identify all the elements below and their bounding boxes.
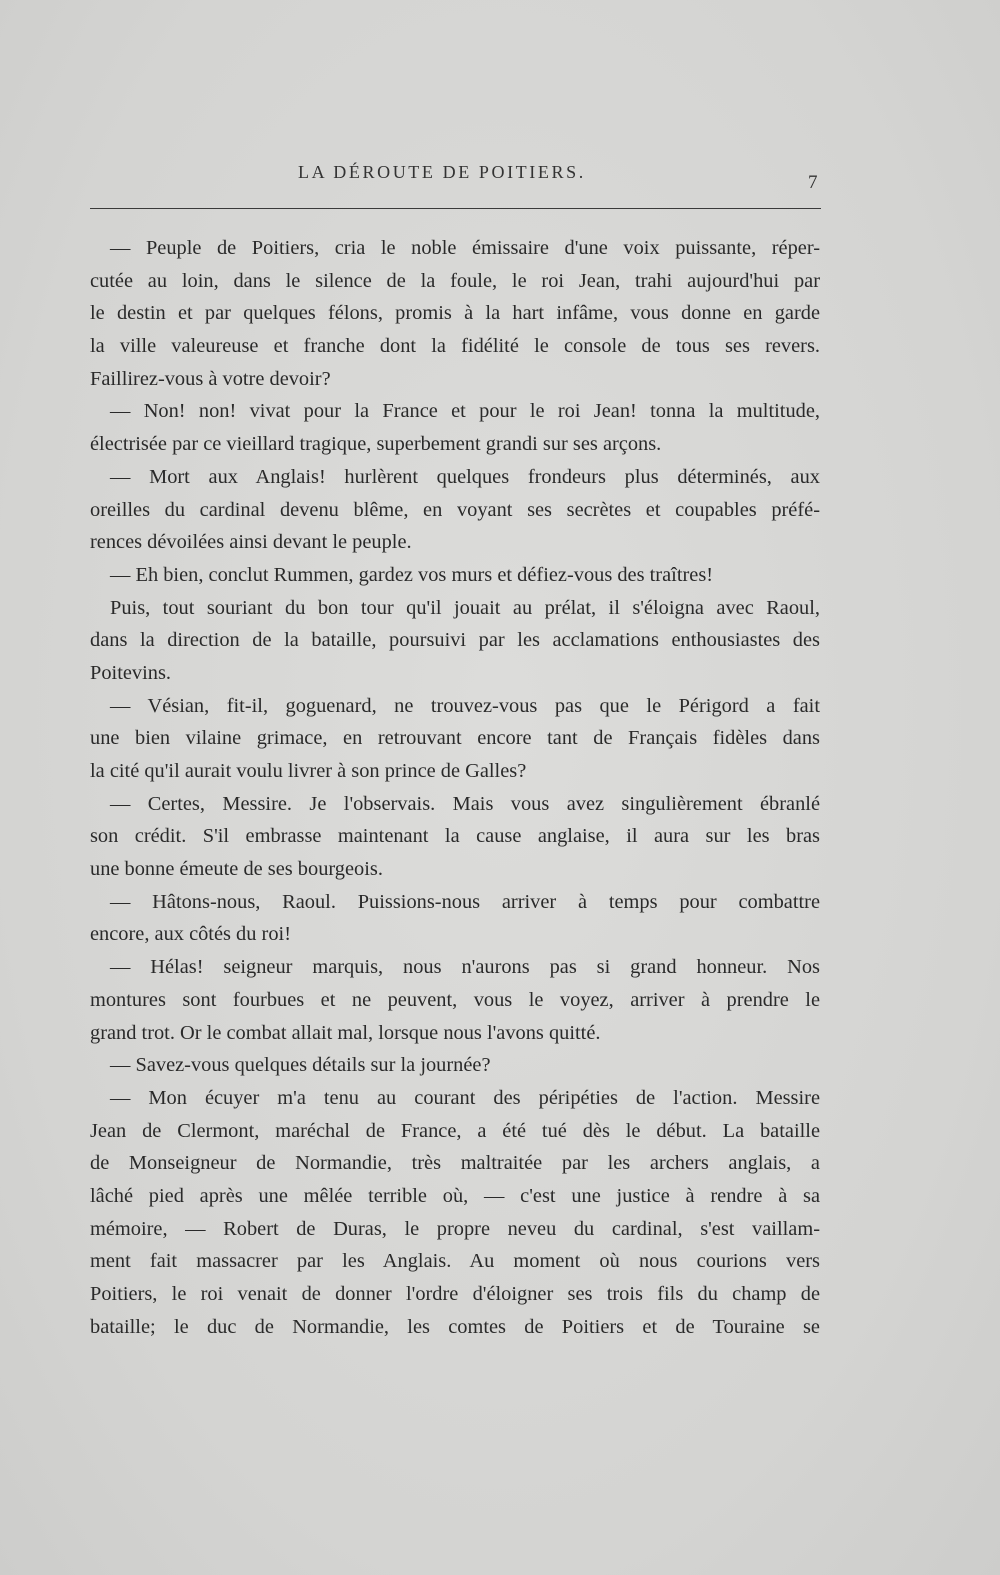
running-title: LA DÉROUTE DE POITIERS. (298, 162, 586, 182)
page-header (90, 160, 820, 193)
text-line: bataille; le duc de Normandie, les comtes de Poitiers et de Touraine se (90, 1315, 820, 1338)
text-line: — Mort aux Anglais! hurlèrent quelques frondeurs plus déterminés, aux (110, 465, 820, 488)
body-text (90, 232, 820, 1343)
page-number: 7 (808, 172, 818, 193)
text-line: — Mon écuyer m'a tenu au courant des péripéties de l'action. Messire (110, 1086, 820, 1109)
text-line: une bien vilaine grimace, en retrouvant encore tant de Français fidèles dans (90, 727, 820, 750)
text-line: la ville valeureuse et franche dont la fidélité le console de tous ses revers. (90, 335, 820, 358)
text-line: ment fait massacrer par les Anglais. Au moment où nous courions vers (90, 1250, 820, 1273)
header-rule (90, 208, 821, 209)
text-line: — Peuple de Poitiers, cria le noble émissaire d'une voix puissante, réper- (110, 237, 820, 259)
text-line: Faillirez-vous à votre devoir? (90, 367, 331, 390)
text-line: une bonne émeute de ses bourgeois. (90, 858, 383, 881)
text-line: — Hélas! seigneur marquis, nous n'aurons pas si grand honneur. Nos (110, 956, 820, 979)
text-line: oreilles du cardinal devenu blême, en voyant ses secrètes et coupables préfé- (90, 498, 820, 521)
text-line: dans la direction de la bataille, poursuivi par les acclamations enthousiastes des (90, 629, 820, 652)
text-line: Poitiers, le roi venait de donner l'ordre d'éloigner ses trois fils du champ de (90, 1283, 820, 1305)
text-line: rences dévoilées ainsi devant le peuple. (90, 531, 412, 554)
text-line: de Monseigneur de Normandie, très maltraitée par les archers anglais, a (90, 1152, 820, 1175)
text-line: électrisée par ce vieillard tragique, superbement grandi sur ses arçons. (90, 433, 662, 456)
text-line: lâché pied après une mêlée terrible où, — c'est une justice à rendre à sa (90, 1184, 820, 1207)
text-line: cutée au loin, dans le silence de la foule, le roi Jean, trahi aujourd'hui par (90, 269, 820, 292)
text-line: — Certes, Messire. Je l'observais. Mais vous avez singulièrement ébranlé (110, 792, 820, 815)
text-line: son crédit. S'il embrasse maintenant la cause anglaise, il aura sur les bras (90, 825, 820, 848)
text-line: — Vésian, fit-il, goguenard, ne trouvez-vous pas que le Périgord a fait (110, 694, 820, 717)
text-line: — Eh bien, conclut Rummen, gardez vos murs et défiez-vous des traîtres! (110, 563, 714, 586)
text-line: Jean de Clermont, maréchal de France, a été tué dès le début. La bataille (90, 1119, 820, 1142)
text-line: Puis, tout souriant du bon tour qu'il jouait au prélat, il s'éloigna avec Raoul, (110, 596, 820, 619)
text-line: — Savez-vous quelques détails sur la journée? (110, 1054, 491, 1077)
text-line: Poitevins. (90, 661, 172, 684)
text-line: le destin et par quelques félons, promis à la hart infâme, vous donne en garde (90, 302, 820, 325)
text-line: la cité qu'il aurait voulu livrer à son prince de Galles? (90, 760, 527, 782)
text-line: — Hâtons-nous, Raoul. Puissions-nous arriver à temps pour combattre (110, 890, 820, 913)
text-line: grand trot. Or le combat allait mal, lorsque nous l'avons quitté. (90, 1021, 601, 1044)
text-line: — Non! non! vivat pour la France et pour le roi Jean! tonna la multitude, (110, 400, 820, 423)
text-line: montures sont fourbues et ne peuvent, vous le voyez, arriver à prendre le (90, 988, 820, 1011)
text-line: mémoire, — Robert de Duras, le propre neveu du cardinal, s'est vaillam- (90, 1217, 820, 1240)
text-line: encore, aux côtés du roi! (90, 923, 291, 946)
